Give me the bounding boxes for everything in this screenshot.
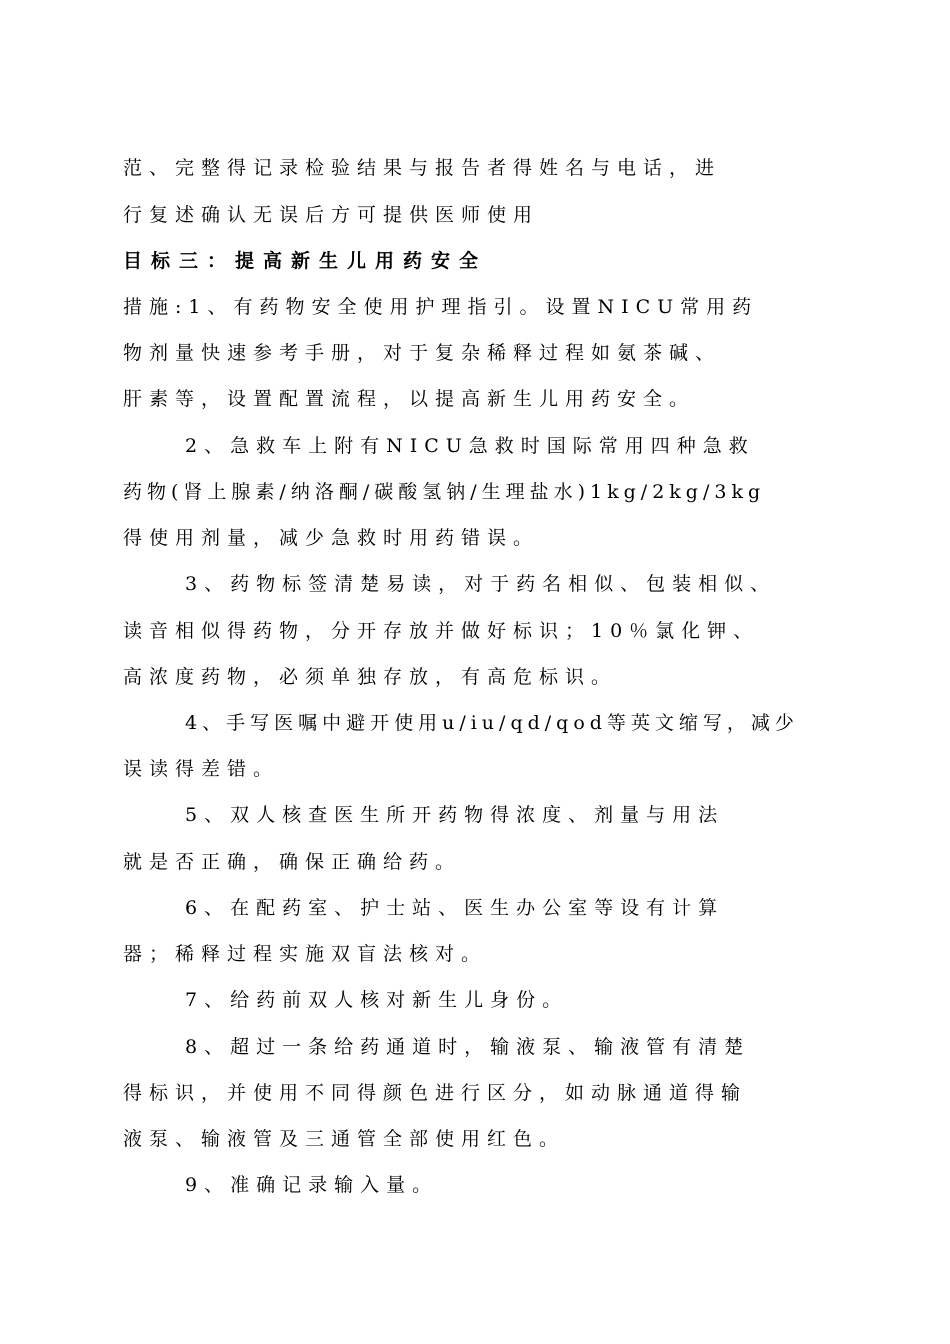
text-line: 7、给药前双人核对新生儿身份。 bbox=[185, 989, 569, 1011]
text-line: 误读得差错。 bbox=[123, 758, 280, 780]
text-line: 读音相似得药物，分开存放并做好标识；10％氯化钾、 bbox=[123, 620, 760, 642]
text-line: 2、急救车上附有NICU急救时国际常用四种急救 bbox=[185, 435, 755, 457]
text-line: 物剂量快速参考手册，对于复杂稀释过程如氨茶碱、 bbox=[123, 342, 722, 364]
text-line: 液泵、输液管及三通管全部使用红色。 bbox=[123, 1128, 566, 1150]
text-line: 得使用剂量，减少急救时用药错误。 bbox=[123, 527, 540, 549]
text-line: 9、准确记录输入量。 bbox=[185, 1174, 439, 1196]
text-line: 器；稀释过程实施双盲法核对。 bbox=[123, 943, 488, 965]
section-heading: 目标三：提高新生儿用药安全 bbox=[123, 250, 488, 272]
text-line: 就是否正确，确保正确给药。 bbox=[123, 851, 462, 873]
text-line: 5、双人核查医生所开药物得浓度、剂量与用法 bbox=[185, 804, 725, 826]
text-line: 高浓度药物，必须单独存放，有高危标识。 bbox=[123, 666, 618, 688]
text-line: 6、在配药室、护士站、医生办公室等设有计算 bbox=[185, 897, 725, 919]
text-line: 3、药物标签清楚易读，对于药名相似、包装相似、 bbox=[185, 573, 777, 595]
text-line: 肝素等，设置配置流程，以提高新生儿用药安全。 bbox=[123, 388, 696, 410]
text-line: 行复述确认无误后方可提供医师使用 bbox=[123, 204, 540, 226]
text-line: 4、手写医嘱中避开使用u/iu/qd/qod等英文缩写，减少 bbox=[185, 712, 799, 734]
text-line: 范、完整得记录检验结果与报告者得姓名与电话，进 bbox=[123, 157, 722, 179]
text-line: 措施:1、有药物安全使用护理指引。设置NICU常用药 bbox=[123, 296, 759, 318]
text-line: 药物(肾上腺素/纳洛酮/碳酸氢钠/生理盐水)1kg/2kg/3kg bbox=[123, 481, 766, 503]
text-line: 8、超过一条给药通道时，输液泵、输液管有清楚 bbox=[185, 1036, 751, 1058]
text-line: 得标识，并使用不同得颜色进行区分，如动脉通道得输 bbox=[123, 1082, 748, 1104]
